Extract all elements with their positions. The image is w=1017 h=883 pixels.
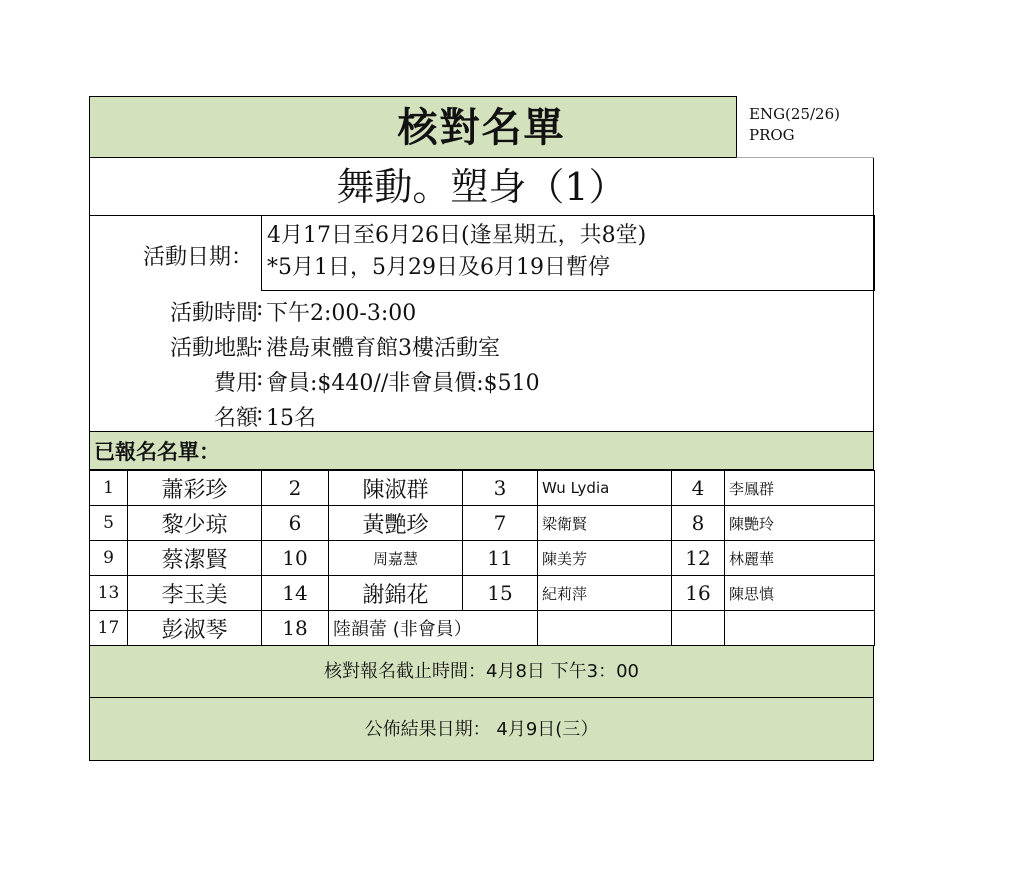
table-row [90, 576, 875, 611]
time-colon: : [256, 296, 264, 321]
activity-name: 舞動。塑身（1） [336, 165, 627, 209]
name-cell: 陳淑群 [329, 471, 463, 506]
name-number: 2 [262, 471, 329, 506]
name-cell: 謝錦花 [329, 576, 463, 611]
name-cell: 蔡潔賢 [128, 541, 262, 576]
registered-list-title: 已報名名單： [94, 440, 220, 464]
name-number: 17 [90, 611, 128, 646]
name-cell: 陳思慎 [725, 576, 875, 611]
deadline-text: 核對報名截止時間：4月8日 下午3：00 [324, 661, 639, 682]
name-number: 8 [672, 506, 725, 541]
fee-label: 費用 [213, 371, 258, 396]
name-number: 6 [262, 506, 329, 541]
fee-value: 會員:$440//非會員價:$510 [266, 371, 540, 396]
date-box [261, 215, 875, 291]
activity-info [89, 216, 874, 432]
name-cell: 黃艷珍 [329, 506, 463, 541]
quota-value: 15名 [266, 406, 316, 431]
page-title: 核對名單 [397, 105, 566, 151]
program-code-line-1: ENG(25/26) [749, 105, 840, 123]
empty-cell [725, 611, 875, 646]
name-cell: 李玉美 [128, 576, 262, 611]
name-number: 18 [262, 611, 329, 646]
name-number: 13 [90, 576, 128, 611]
deadline-row [89, 646, 874, 698]
name-number: 3 [463, 471, 538, 506]
program-code-line-2: PROG [749, 126, 795, 144]
table-row [90, 611, 875, 646]
time-value: 下午2:00-3:00 [266, 301, 417, 326]
venue-colon: : [256, 331, 264, 356]
table-row [90, 471, 875, 506]
program-code-box [736, 96, 874, 158]
name-number: 14 [262, 576, 329, 611]
venue-label: 活動地點 [169, 336, 258, 361]
name-cell: 陸韻蕾 (非會員） [329, 611, 538, 646]
registered-names-table [89, 470, 875, 646]
time-label: 活動時間 [169, 301, 258, 326]
quota-colon: : [256, 401, 264, 426]
fee-colon: : [256, 366, 264, 391]
name-number: 5 [90, 506, 128, 541]
name-number: 7 [463, 506, 538, 541]
date-line-1: 4月17日至6月26日(逢星期五，共8堂) [267, 223, 647, 248]
name-cell: 彭淑琴 [128, 611, 262, 646]
name-cell: 陳美芳 [538, 541, 672, 576]
result-date-row [89, 698, 874, 761]
title-row [89, 96, 874, 158]
venue-value: 港島東體育館3樓活動室 [266, 336, 500, 361]
date-line-2: *5月1日，5月29日及6月19日暫停 [267, 255, 610, 280]
name-number: 9 [90, 541, 128, 576]
empty-cell [538, 611, 672, 646]
date-label: 活動日期： [142, 245, 253, 270]
name-cell: 梁衛賢 [538, 506, 672, 541]
name-cell: 陳艷玲 [725, 506, 875, 541]
name-number: 4 [672, 471, 725, 506]
name-number: 16 [672, 576, 725, 611]
name-number: 10 [262, 541, 329, 576]
name-number: 1 [90, 471, 128, 506]
registered-list-header [89, 432, 874, 470]
activity-name-row [89, 158, 874, 216]
name-cell: 黎少琼 [128, 506, 262, 541]
name-number: 12 [672, 541, 725, 576]
result-date-text: 公佈結果日期： 4月9日(三） [364, 719, 599, 740]
table-row [90, 541, 875, 576]
empty-cell [672, 611, 725, 646]
name-cell: 周嘉慧 [329, 541, 463, 576]
name-cell: Wu Lydia [538, 471, 672, 506]
name-cell: 李鳳群 [725, 471, 875, 506]
name-number: 11 [463, 541, 538, 576]
quota-label: 名額 [213, 406, 258, 431]
name-cell: 林麗華 [725, 541, 875, 576]
name-cell: 紀莉萍 [538, 576, 672, 611]
table-row [90, 506, 875, 541]
name-cell: 蕭彩珍 [128, 471, 262, 506]
checklist-sheet [89, 96, 874, 761]
name-number: 15 [463, 576, 538, 611]
